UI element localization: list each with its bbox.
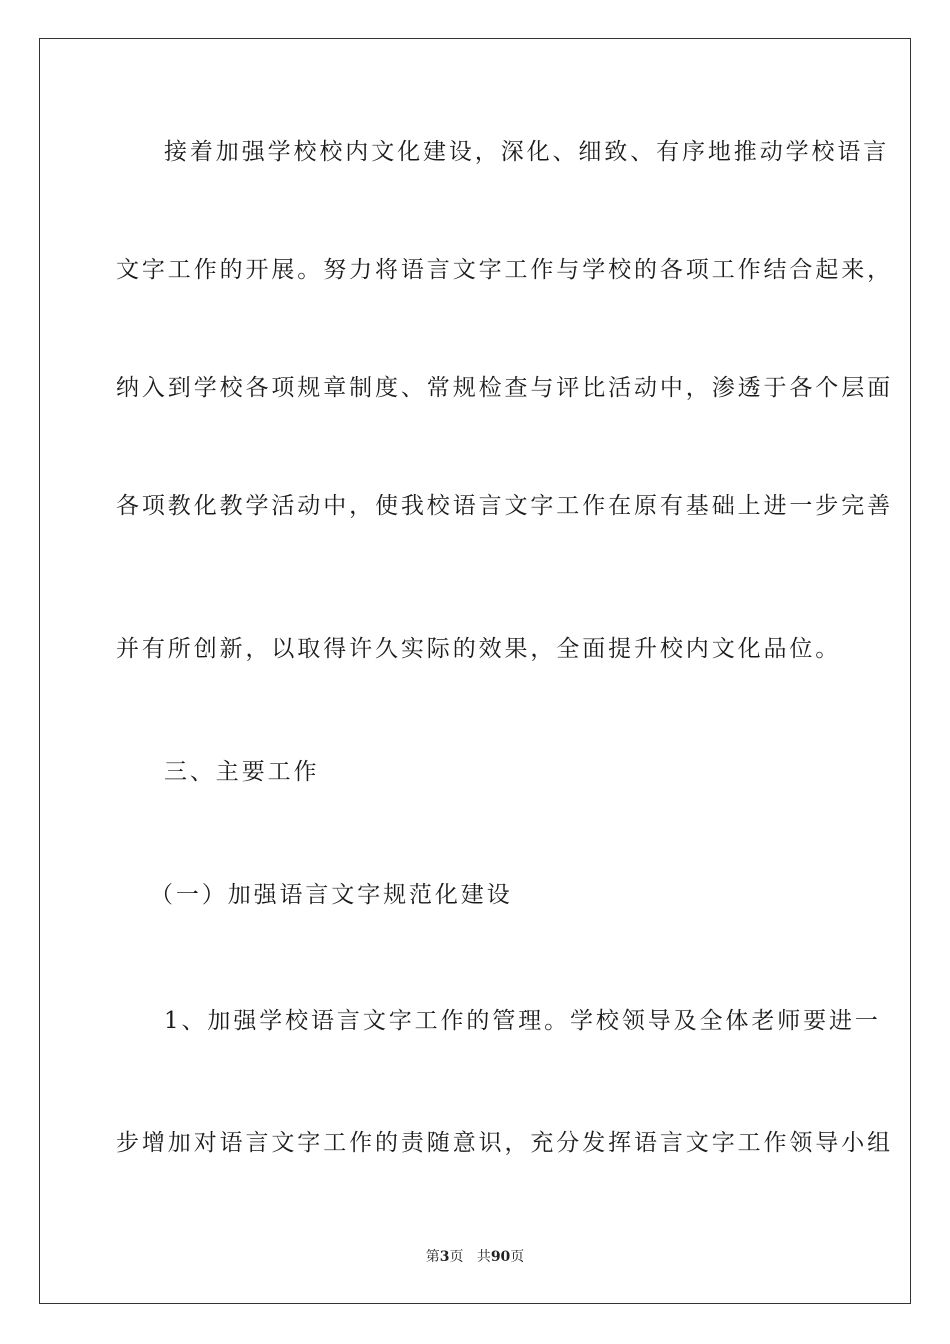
page-suffix: 页 [449,1249,464,1265]
paragraph-line-3: 纳入到学校各项规章制度、常规检查与评比活动中，渗透于各个层面 [116,375,893,401]
page-number: 3 [439,1249,450,1265]
paragraph-line-7: 步增加对语言文字工作的责随意识，充分发挥语言文字工作领导小组 [116,1130,893,1156]
total-suffix: 页 [510,1249,525,1265]
paragraph-line-4: 各项教化教学活动中，使我校语言文字工作在原有基础上进一步完善 [116,493,893,519]
total-pages: 90 [490,1249,511,1265]
page-border [39,38,911,1304]
page-prefix: 第 [425,1249,440,1265]
section-heading: 三、主要工作 [164,759,320,785]
paragraph-line-6: 1、加强学校语言文字工作的管理。学校领导及全体老师要进一 [164,1008,881,1034]
paragraph-line-2: 文字工作的开展。努力将语言文字工作与学校的各项工作结合起来， [116,257,893,283]
page-footer [0,1248,950,1266]
paragraph-line-5: 并有所创新，以取得许久实际的效果，全面提升校内文化品位。 [116,636,842,662]
subsection-heading: （一）加强语言文字规范化建设 [150,882,513,908]
total-prefix: 共 [476,1249,491,1265]
paragraph-line-1: 接着加强学校校内文化建设，深化、细致、有序地推动学校语言 [164,139,890,165]
